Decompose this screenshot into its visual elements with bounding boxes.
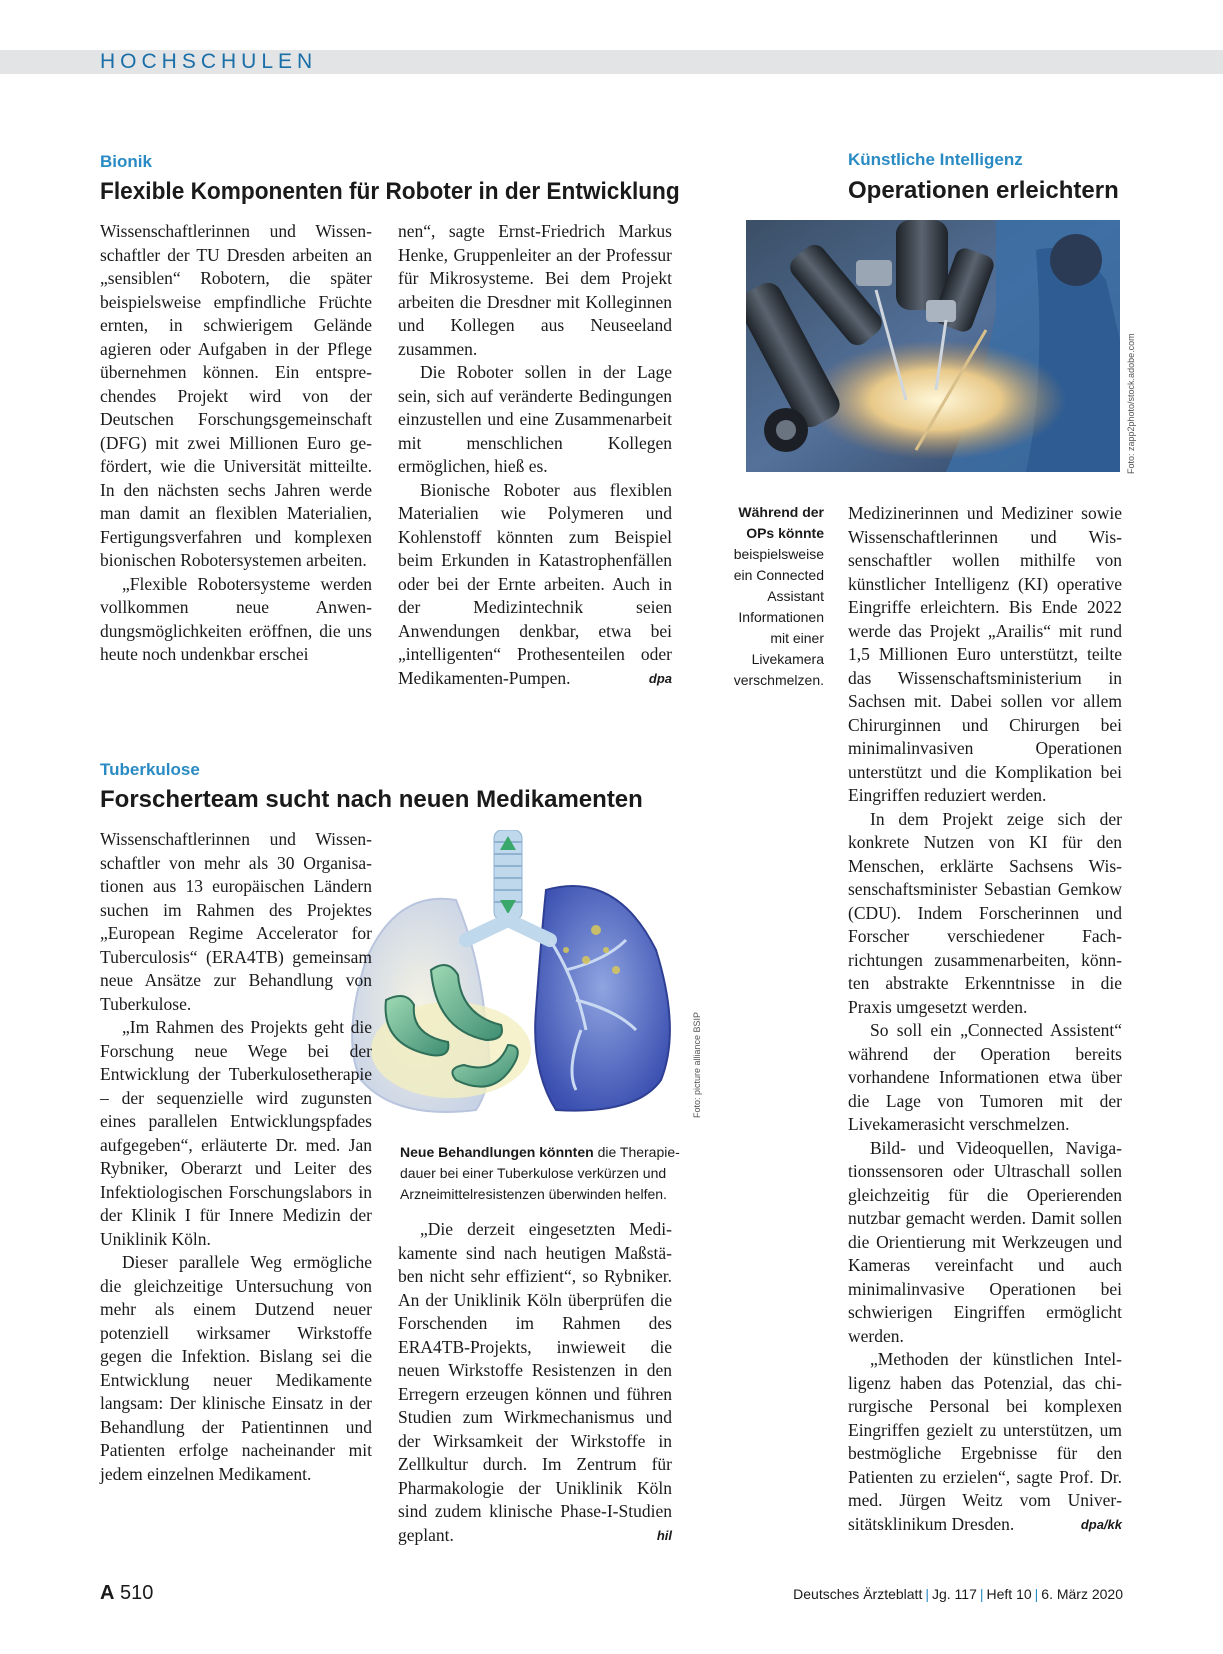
tb-image-caption	[400, 1142, 690, 1205]
tb-paragraph	[398, 1218, 672, 1547]
bionik-signature: dpa	[648, 670, 672, 686]
bionik-paragraph: „Flexible Robotersysteme werden vollkommen neue Anwendungsmöglichkeiten eröffnen, die uns heute noch undenkbar erschei	[100, 573, 372, 664]
tb-paragraph	[100, 828, 372, 1016]
bionik-column-2	[398, 220, 672, 690]
tb-caption-lead: Neue Behandlungen könnten	[400, 1144, 594, 1160]
ki-paragraph: Medizinerinnen und Mediziner sowie Wissenschaftlerinnen und Wissenschaftler wollen mithilfe von künstlicher Intelligenz (KI) operative Eingriffe erleichtern. Bis Ende 2022 werde das Projekt „Arailis“ mit rund 1,5 Millionen Euro unterstützt, teilte das Wissenschaftsministerium in Sachsen mit. Dabei sollen vor allem Chirurginnen und Chirurgen bei minimalinvasiven Operationen unterstützt und die Komplikation bei Eingriffen reduziert werden.	[848, 503, 1122, 805]
ki-paragraph: So soll ein „Connected Assistent“ während der Operation bereits vorhandene Informationen etwa über die Lage von Tumoren mit der Livekamerasicht verschmelzen.	[848, 1020, 1122, 1134]
ki-caption-text: beispielsweise ein Connected Assistant Informationen mit einer Livekamera verschmelzen.	[733, 546, 824, 688]
bionik-paragraph: Die Roboter sollen in der Lage sein, sich auf veränderte Bedingungen einzustellen und eine Zusammenarbeit mit menschlichen Kollegen ermöglichen, hieß es.	[398, 362, 672, 476]
ki-kicker: Künstliche Intelligenz	[848, 150, 1023, 169]
ki-column	[848, 502, 1122, 1536]
tb-signature: hil	[656, 1527, 672, 1543]
bionik-paragraph	[398, 479, 672, 691]
ki-headline: Operationen erleichtern	[848, 177, 1119, 204]
tb-headline: Forscherteam sucht nach neuen Medikamenten	[100, 786, 643, 813]
journal-footer: Deutsches Ärzteblatt | Jg. 117 | Heft 10 | 6. März 2020	[793, 1586, 1123, 1602]
ki-paragraph-text: „Methoden der künstlichen Intelligenz haben das Potenzial, das chirurgische Personal bei komplexen Eingriffen gezielt zu unterstützen, um bestmögliche Ergebnisse für den Patienten zu erzielen“, sagte Prof. Dr. med. Jürgen Weitz vom Universitätsklinikum Dresden.	[848, 1349, 1122, 1534]
bionik-kicker: Bionik	[100, 152, 152, 171]
ki-image-caption	[722, 502, 824, 691]
tb-kicker: Tuberkulose	[100, 760, 200, 779]
bionik-paragraph: nen“, sagte Ernst-Friedrich Markus Henke, Gruppenleiter an der Professur für Mikrosysteme. Bei dem Projekt arbeiten die Dresdner mit Kolleginnen und Kollegen aus Neuseeland zusammen.	[398, 221, 672, 359]
tb-column-2	[398, 1218, 672, 1547]
ki-image-credit: Foto: zapp2photo/stock.adobe.com	[1126, 333, 1136, 474]
tb-paragraph: Dieser parallele Weg ermögliche die gleichzeitige Untersuchung von mehr als einem Dutzend neuer potenziell wirksamer Wirkstoffe gegen die Infektion. Bislang sei die Entwicklung neuer Medikamente langsam: Der klinische Einsatz in der Behandlung der Patientinnen und Patienten erfolge nacheinander mit jedem einzelnen Medikament.	[100, 1252, 372, 1484]
tb-paragraph: „Im Rahmen des Projekts geht die Forschung neue Wege bei der Entwicklung der Tuberkulosetherapie – der sequenzielle wird zugunsten eines parallelen Entwicklungspfades aufgegeben“, erläuterte Dr. med. Jan Rybniker, Oberarzt und Leiter des Infektiologischen Forschungslabors in der Klinik I für Innere Medizin der Uniklinik Köln.	[100, 1017, 372, 1249]
ki-caption-lead: Während der OPs könnte	[738, 504, 824, 541]
tb-caption-text: die Therapiedauer bei einer Tuberkulose verkürzen und Arzneimittelresistenzen überwinden helfen.	[400, 1144, 680, 1202]
journal-volume: Jg. 117	[931, 1586, 977, 1602]
bionik-paragraph-text: Bionische Roboter aus flexiblen Materialien wie Polymeren und Kohlenstoff könnten zum Beispiel beim Erkunden in Katastrophenfällen oder bei der Ernte arbeiten. Auch in der Medizintechnik seien Anwendungen denkbar, etwa bei „intelligenten“ Prothesenteilen oder Medikamenten-Pumpen.	[398, 479, 672, 688]
journal-date: 6. März 2020	[1041, 1586, 1123, 1602]
journal-name: Deutsches Ärzteblatt	[793, 1586, 923, 1602]
tb-paragraph-text: Wissenschaftlerinnen und Wissenschaftler von mehr als 30 Organisationen aus 13 europäischen Ländern suchen im Rahmen des Projektes „European Regime Accelerator for Tuberculosis“ (ERA4TB) gemeinsam neue Ansätze zur Behandlung von Tuberkulose.	[100, 829, 372, 1014]
page-number-value: 510	[120, 1582, 154, 1604]
lung-illustration	[336, 830, 686, 1130]
ki-paragraph	[848, 1348, 1122, 1536]
bionik-paragraph: Wissenschaftlerinnen und Wissenschaftler der TU Dresden arbeiten an „sensiblen“ Robotern, die später beispielsweise empfindliche Früchte ernten, in schwierigem Gelände agieren oder Aufgaben in der Pflege übernehmen können. Ein entsprechendes Projekt wird von der Deutschen Forschungsgemeinschaft (DFG) mit zwei Millionen Euro gefördert, wie die Universität mitteilte. In den nächsten sechs Jahren werde man damit an flexiblen Materialien, Fertigungsverfahren und komplexen bionischen Robotersystemen arbeiten.	[100, 221, 372, 570]
section-label: HOCHSCHULEN	[100, 50, 318, 73]
tb-image-credit: Foto: picture alliance BSIP	[692, 1011, 702, 1118]
page-number	[100, 1582, 153, 1605]
tb-column-1	[100, 828, 372, 1486]
surgical-robot-photo	[746, 220, 1120, 472]
ki-signature: dpa/kk	[1080, 1516, 1122, 1532]
page-prefix: A	[100, 1582, 115, 1604]
bionik-column-1	[100, 220, 372, 667]
journal-issue: Heft 10	[986, 1586, 1032, 1602]
tb-paragraph-text: „Die derzeit eingesetzten Medikamente sind nach heutigen Maßstäben nicht sehr effizient“, so Rybniker. An der Uniklinik Köln überprüfen die Forschenden im Rahmen des ERA4TB-Projekts, inwieweit die neuen Wirkstoffe Resistenzen in den Erregern erzeugen können und führen Studien zum Wirkmechanismus und der Wirksamkeit der Wirkstoffe in Zellkultur durch. Im Zentrum für Pharmakologie der Uniklinik Köln sind zudem klinische Phase-I-Studien geplant.	[398, 1219, 672, 1545]
ki-paragraph: Bild- und Videoquellen, Navigationssensoren oder Ultraschall sollen gleichzeitig für die Operierenden nutzbar gemacht werden. Damit sollen die Orientierung mit Werkzeugen und Kameras vereinfacht und auch minimalinvasive Operationen bei schwierigen Eingriffen ermöglicht werden.	[848, 1137, 1122, 1346]
ki-paragraph: In dem Projekt zeige sich der konkrete Nutzen von KI für den Menschen, erklärte Sachsens Wissenschaftsminister Sebastian Gemkow (CDU). Indem Forscherinnen und Forscher verschiedener Fachrichtungen zusammenarbeiten, könnten abstrakte Erkenntnisse in die Praxis umgesetzt werden.	[848, 808, 1122, 1017]
bionik-headline: Flexible Komponenten für Roboter in der Entwicklung	[100, 178, 680, 205]
